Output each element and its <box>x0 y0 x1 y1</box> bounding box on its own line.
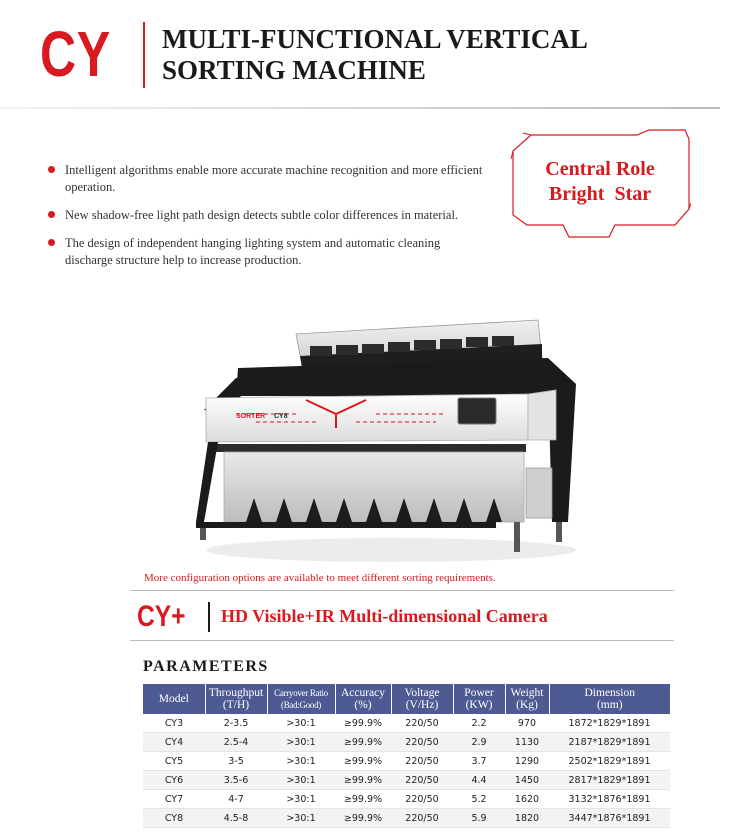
table-cell: 3.5-6 <box>205 771 267 790</box>
badge-line-2: Bright Star <box>548 183 652 205</box>
cy-logo: CY <box>40 18 111 90</box>
table-cell: ≥99.9% <box>335 790 391 809</box>
table-cell: 4-7 <box>205 790 267 809</box>
cy-plus-divider <box>208 602 210 632</box>
table-cell: 220/50 <box>391 809 453 828</box>
table-cell: 1290 <box>505 752 549 771</box>
bullet-dot-icon <box>48 239 55 246</box>
badge-text <box>509 157 691 207</box>
table-cell: >30:1 <box>267 714 335 733</box>
table-cell: 5.2 <box>453 790 505 809</box>
table-cell: ≥99.9% <box>335 752 391 771</box>
table-cell: >30:1 <box>267 771 335 790</box>
column-header: Voltage (V/Hz) <box>391 684 453 714</box>
title-divider <box>143 22 145 88</box>
machine-brand-text: SORTER <box>236 413 266 420</box>
badge-line-1: Central Role <box>545 158 655 180</box>
table-cell: 1872*1829*1891 <box>549 714 670 733</box>
title-line-2: SORTING MACHINE <box>162 55 426 85</box>
table-cell: 2.5-4 <box>205 733 267 752</box>
table-cell: 1620 <box>505 790 549 809</box>
feature-item: New shadow-free light path design detects subtle color differences in material. <box>48 207 488 224</box>
table-cell: CY6 <box>143 771 205 790</box>
table-cell: 1130 <box>505 733 549 752</box>
table-cell: >30:1 <box>267 809 335 828</box>
table-cell: 220/50 <box>391 790 453 809</box>
table-row <box>143 752 670 771</box>
table-cell: CY3 <box>143 714 205 733</box>
table-cell: 220/50 <box>391 733 453 752</box>
page-title <box>162 24 722 86</box>
section-rule <box>130 640 674 641</box>
table-cell: 3.7 <box>453 752 505 771</box>
table-row <box>143 790 670 809</box>
table-cell: CY8 <box>143 809 205 828</box>
parameters-title: PARAMETERS <box>143 658 269 675</box>
column-header: Power (KW) <box>453 684 505 714</box>
table-cell: CY5 <box>143 752 205 771</box>
title-line-1: MULTI-FUNCTIONAL VERTICAL <box>162 24 588 54</box>
parameters-table <box>143 684 670 828</box>
table-cell: 5.9 <box>453 809 505 828</box>
table-cell: 220/50 <box>391 752 453 771</box>
column-header: Throughput (T/H) <box>205 684 267 714</box>
table-row <box>143 714 670 733</box>
table-cell: 1820 <box>505 809 549 828</box>
feature-item: The design of independent hanging lighting system and automatic cleaning discharge structure help to increase production. <box>48 235 488 269</box>
table-cell: 3447*1876*1891 <box>549 809 670 828</box>
table-cell: 4.4 <box>453 771 505 790</box>
table-row <box>143 733 670 752</box>
table-row <box>143 809 670 828</box>
table-cell: ≥99.9% <box>335 733 391 752</box>
cy-plus-logo: CY+ <box>137 600 186 633</box>
bullet-dot-icon <box>48 211 55 218</box>
column-header: Model <box>143 684 205 714</box>
table-cell: 3-5 <box>205 752 267 771</box>
table-cell: >30:1 <box>267 733 335 752</box>
table-cell: >30:1 <box>267 790 335 809</box>
table-cell: >30:1 <box>267 752 335 771</box>
column-header: Accuracy (%) <box>335 684 391 714</box>
table-cell: 2817*1829*1891 <box>549 771 670 790</box>
table-cell: 4.5-8 <box>205 809 267 828</box>
table-cell: 220/50 <box>391 714 453 733</box>
table-cell: 2-3.5 <box>205 714 267 733</box>
camera-heading: HD Visible+IR Multi-dimensional Camera <box>221 606 548 626</box>
table-cell: 2.2 <box>453 714 505 733</box>
table-cell: 2502*1829*1891 <box>549 752 670 771</box>
table-cell: 2187*1829*1891 <box>549 733 670 752</box>
table-cell: ≥99.9% <box>335 809 391 828</box>
table-cell: 220/50 <box>391 771 453 790</box>
table-cell: 3132*1876*1891 <box>549 790 670 809</box>
feature-list <box>48 162 488 280</box>
sorting-machine-image <box>196 318 586 568</box>
section-rule <box>130 590 674 591</box>
column-header: Carryover Ratio (Bad:Good) <box>267 684 335 714</box>
table-cell: ≥99.9% <box>335 714 391 733</box>
table-cell: CY4 <box>143 733 205 752</box>
table-cell: 2.9 <box>453 733 505 752</box>
machine-model-text: CY8 <box>274 413 288 420</box>
bullet-dot-icon <box>48 166 55 173</box>
column-header: Weight (Kg) <box>505 684 549 714</box>
config-note: More configuration options are available to meet different sorting requirements. <box>144 572 496 584</box>
table-cell: ≥99.9% <box>335 771 391 790</box>
table-row <box>143 771 670 790</box>
column-header: Dimension (mm) <box>549 684 670 714</box>
table-cell: CY7 <box>143 790 205 809</box>
table-cell: 970 <box>505 714 549 733</box>
feature-item: Intelligent algorithms enable more accurate machine recognition and more efficient operation. <box>48 162 488 196</box>
slogan-badge <box>509 129 691 241</box>
header-rule <box>0 107 720 109</box>
table-header-row <box>143 684 670 714</box>
table-cell: 1450 <box>505 771 549 790</box>
